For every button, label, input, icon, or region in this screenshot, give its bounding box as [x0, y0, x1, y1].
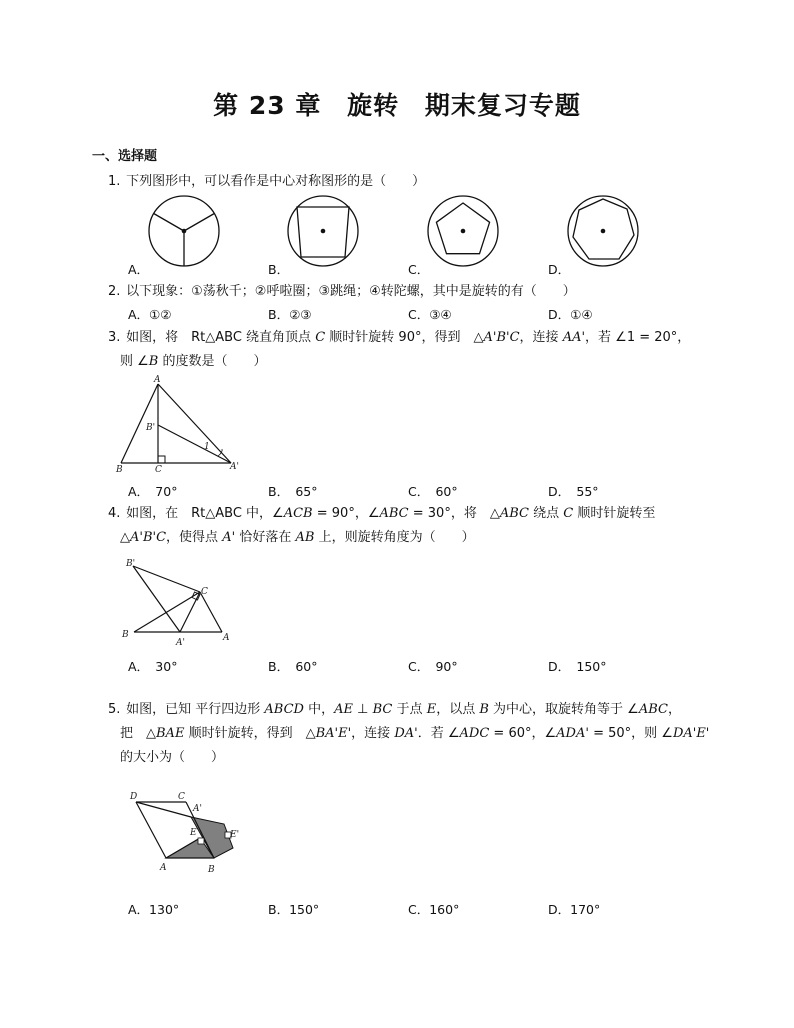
q4-option-a[interactable]: A． 30° — [128, 659, 178, 674]
q1-option-b[interactable]: B． — [268, 262, 290, 277]
q4-var: A' — [222, 530, 236, 545]
question-2 — [108, 280, 576, 304]
q1-option-a[interactable]: A． — [128, 262, 150, 277]
question-text: 以下现象：①荡秋千；②呼啦圈；③跳绳；④转陀螺，其中是旋转的有（ ） — [126, 284, 576, 299]
q1-figure-b — [287, 195, 359, 267]
q5-option-d[interactable]: D．170° — [548, 902, 601, 917]
q5-text: ⊥ — [357, 702, 369, 717]
q5-var: DA' — [394, 726, 418, 741]
q4-var: ABC — [499, 506, 529, 521]
q5-text: ，连接 — [351, 726, 391, 741]
q3-text: 的度数是（ ） — [162, 354, 267, 369]
q4-text: = 30°，将 △ — [412, 506, 500, 521]
q5-text: 于点 — [396, 702, 423, 717]
question-text: 下列图形中，可以看作是中心对称图形的是（ ） — [126, 174, 426, 189]
q5-text: ，以点 — [436, 702, 476, 717]
q3-text: ，若 ∠1 = 20°， — [585, 330, 691, 345]
question-number: 2. — [108, 284, 121, 299]
q5-text: = 50°，则 ∠ — [593, 726, 673, 741]
q5-var: E — [426, 702, 437, 717]
q3-var: C — [315, 330, 326, 345]
q3-label-a: A — [154, 375, 161, 385]
q5-label-a: A — [160, 863, 167, 873]
q3-label-bp: B' — [146, 423, 156, 433]
q3-var: A'B'C — [483, 330, 520, 345]
q3-var: B — [148, 354, 159, 369]
q4-text: 恰好落在 — [239, 530, 292, 545]
q5-figure — [126, 786, 256, 878]
q3-label-b: B — [116, 465, 123, 475]
question-4 — [108, 502, 655, 526]
question-number: 5. — [108, 702, 121, 717]
q5-option-a[interactable]: A．130° — [128, 902, 180, 917]
question-5-line2 — [120, 722, 709, 746]
q4-option-d[interactable]: D． 150° — [548, 659, 607, 674]
q5-text: 中， — [308, 702, 335, 717]
q5-text: 如图，已知 平行四边形 — [126, 702, 261, 717]
q2-option-c[interactable]: C．③④ — [408, 307, 452, 322]
q4-option-c[interactable]: C． 90° — [408, 659, 458, 674]
q4-label-a: A — [223, 633, 230, 643]
q3-text: 如图，将 Rt△ABC 绕直角顶点 — [126, 330, 312, 345]
q5-label-c: C — [178, 792, 185, 802]
q4-var: AB — [295, 530, 315, 545]
q3-option-d[interactable]: D． 55° — [548, 484, 599, 499]
q1-option-c[interactable]: C． — [408, 262, 430, 277]
q5-text: 顺时针旋转，得到 △ — [188, 726, 316, 741]
q5-option-b[interactable]: B．150° — [268, 902, 320, 917]
q4-var: A'B'C — [130, 530, 167, 545]
q3-option-c[interactable]: C． 60° — [408, 484, 458, 499]
q4-text: △ — [120, 530, 130, 545]
q5-var: B — [479, 702, 489, 717]
q5-text: = 60°，∠ — [493, 726, 557, 741]
q3-label-one: 1 — [204, 442, 210, 452]
q4-label-bp: B' — [126, 559, 136, 569]
q2-option-d[interactable]: D．①④ — [548, 307, 593, 322]
title-chapter: 第 23 章 — [213, 91, 322, 120]
q5-option-c[interactable]: C．160° — [408, 902, 460, 917]
q2-option-a[interactable]: A．①② — [128, 307, 172, 322]
q5-label-e: E — [190, 828, 197, 838]
question-5 — [108, 698, 681, 722]
q4-var: ACB — [283, 506, 313, 521]
question-5-line3: 的大小为（ ） — [120, 750, 225, 765]
q3-figure — [115, 375, 245, 475]
question-number: 4. — [108, 506, 121, 521]
title-subtitle: 期末复习专题 — [424, 91, 581, 120]
q1-option-d[interactable]: D． — [548, 262, 571, 277]
q5-text: ， — [667, 702, 681, 717]
q3-text: ，连接 — [519, 330, 559, 345]
q4-figure — [118, 556, 238, 648]
question-number: 3. — [108, 330, 121, 345]
q5-var: ADC — [459, 726, 490, 741]
q5-text: ．若 ∠ — [417, 726, 460, 741]
q4-text: ，使得点 — [166, 530, 219, 545]
q5-label-d: D — [130, 792, 138, 802]
section-heading: 一、选择题 — [92, 149, 158, 164]
q5-var: DA'E' — [672, 726, 710, 741]
q3-option-a[interactable]: A． 70° — [128, 484, 178, 499]
q5-label-ep: E' — [230, 830, 240, 840]
q3-text: 顺时针旋转 90°，得到 △ — [329, 330, 484, 345]
q4-label-c: C — [201, 587, 208, 597]
q2-option-b[interactable]: B．②③ — [268, 307, 312, 322]
q3-label-ap: A' — [230, 462, 239, 472]
q1-figure-c — [427, 195, 499, 267]
q5-label-b: B — [208, 865, 215, 875]
q5-var: ABC — [638, 702, 668, 717]
q4-label-ap: A' — [176, 638, 185, 648]
q3-label-c: C — [155, 465, 162, 475]
q5-var: BA'E' — [315, 726, 352, 741]
q4-text: 顺时针旋转至 — [577, 506, 656, 521]
q4-option-b[interactable]: B． 60° — [268, 659, 318, 674]
question-3-line2 — [120, 350, 267, 374]
q1-figure-d — [567, 195, 639, 267]
q4-text: 如图，在 Rt△ABC 中，∠ — [126, 506, 284, 521]
q3-option-b[interactable]: B． 65° — [268, 484, 318, 499]
q5-var: BAE — [156, 726, 185, 741]
q3-var: AA' — [562, 330, 586, 345]
q5-text: 为中心，取旋转角等于 ∠ — [493, 702, 639, 717]
q4-text: = 90°，∠ — [316, 506, 380, 521]
q3-text: 则 ∠ — [120, 354, 149, 369]
q5-var: BC — [372, 702, 393, 717]
question-1 — [108, 170, 425, 194]
q4-var: ABC — [379, 506, 409, 521]
q5-label-ap: A' — [193, 804, 202, 814]
question-number: 1. — [108, 174, 121, 189]
q1-figure-a — [148, 195, 220, 267]
title-topic: 旋转 — [347, 91, 400, 120]
q4-text: 上，则旋转角度为（ ） — [318, 530, 475, 545]
question-4-line2 — [120, 526, 475, 550]
q4-label-b: B — [122, 630, 129, 640]
q5-var: AE — [334, 702, 354, 717]
q4-var: C — [563, 506, 574, 521]
q5-var: ADA' — [556, 726, 589, 741]
q4-text: 绕点 — [533, 506, 560, 521]
question-3 — [108, 326, 690, 350]
q5-var: ABCD — [264, 702, 304, 717]
q5-text: 把 △ — [120, 726, 156, 741]
page-title — [0, 86, 794, 122]
